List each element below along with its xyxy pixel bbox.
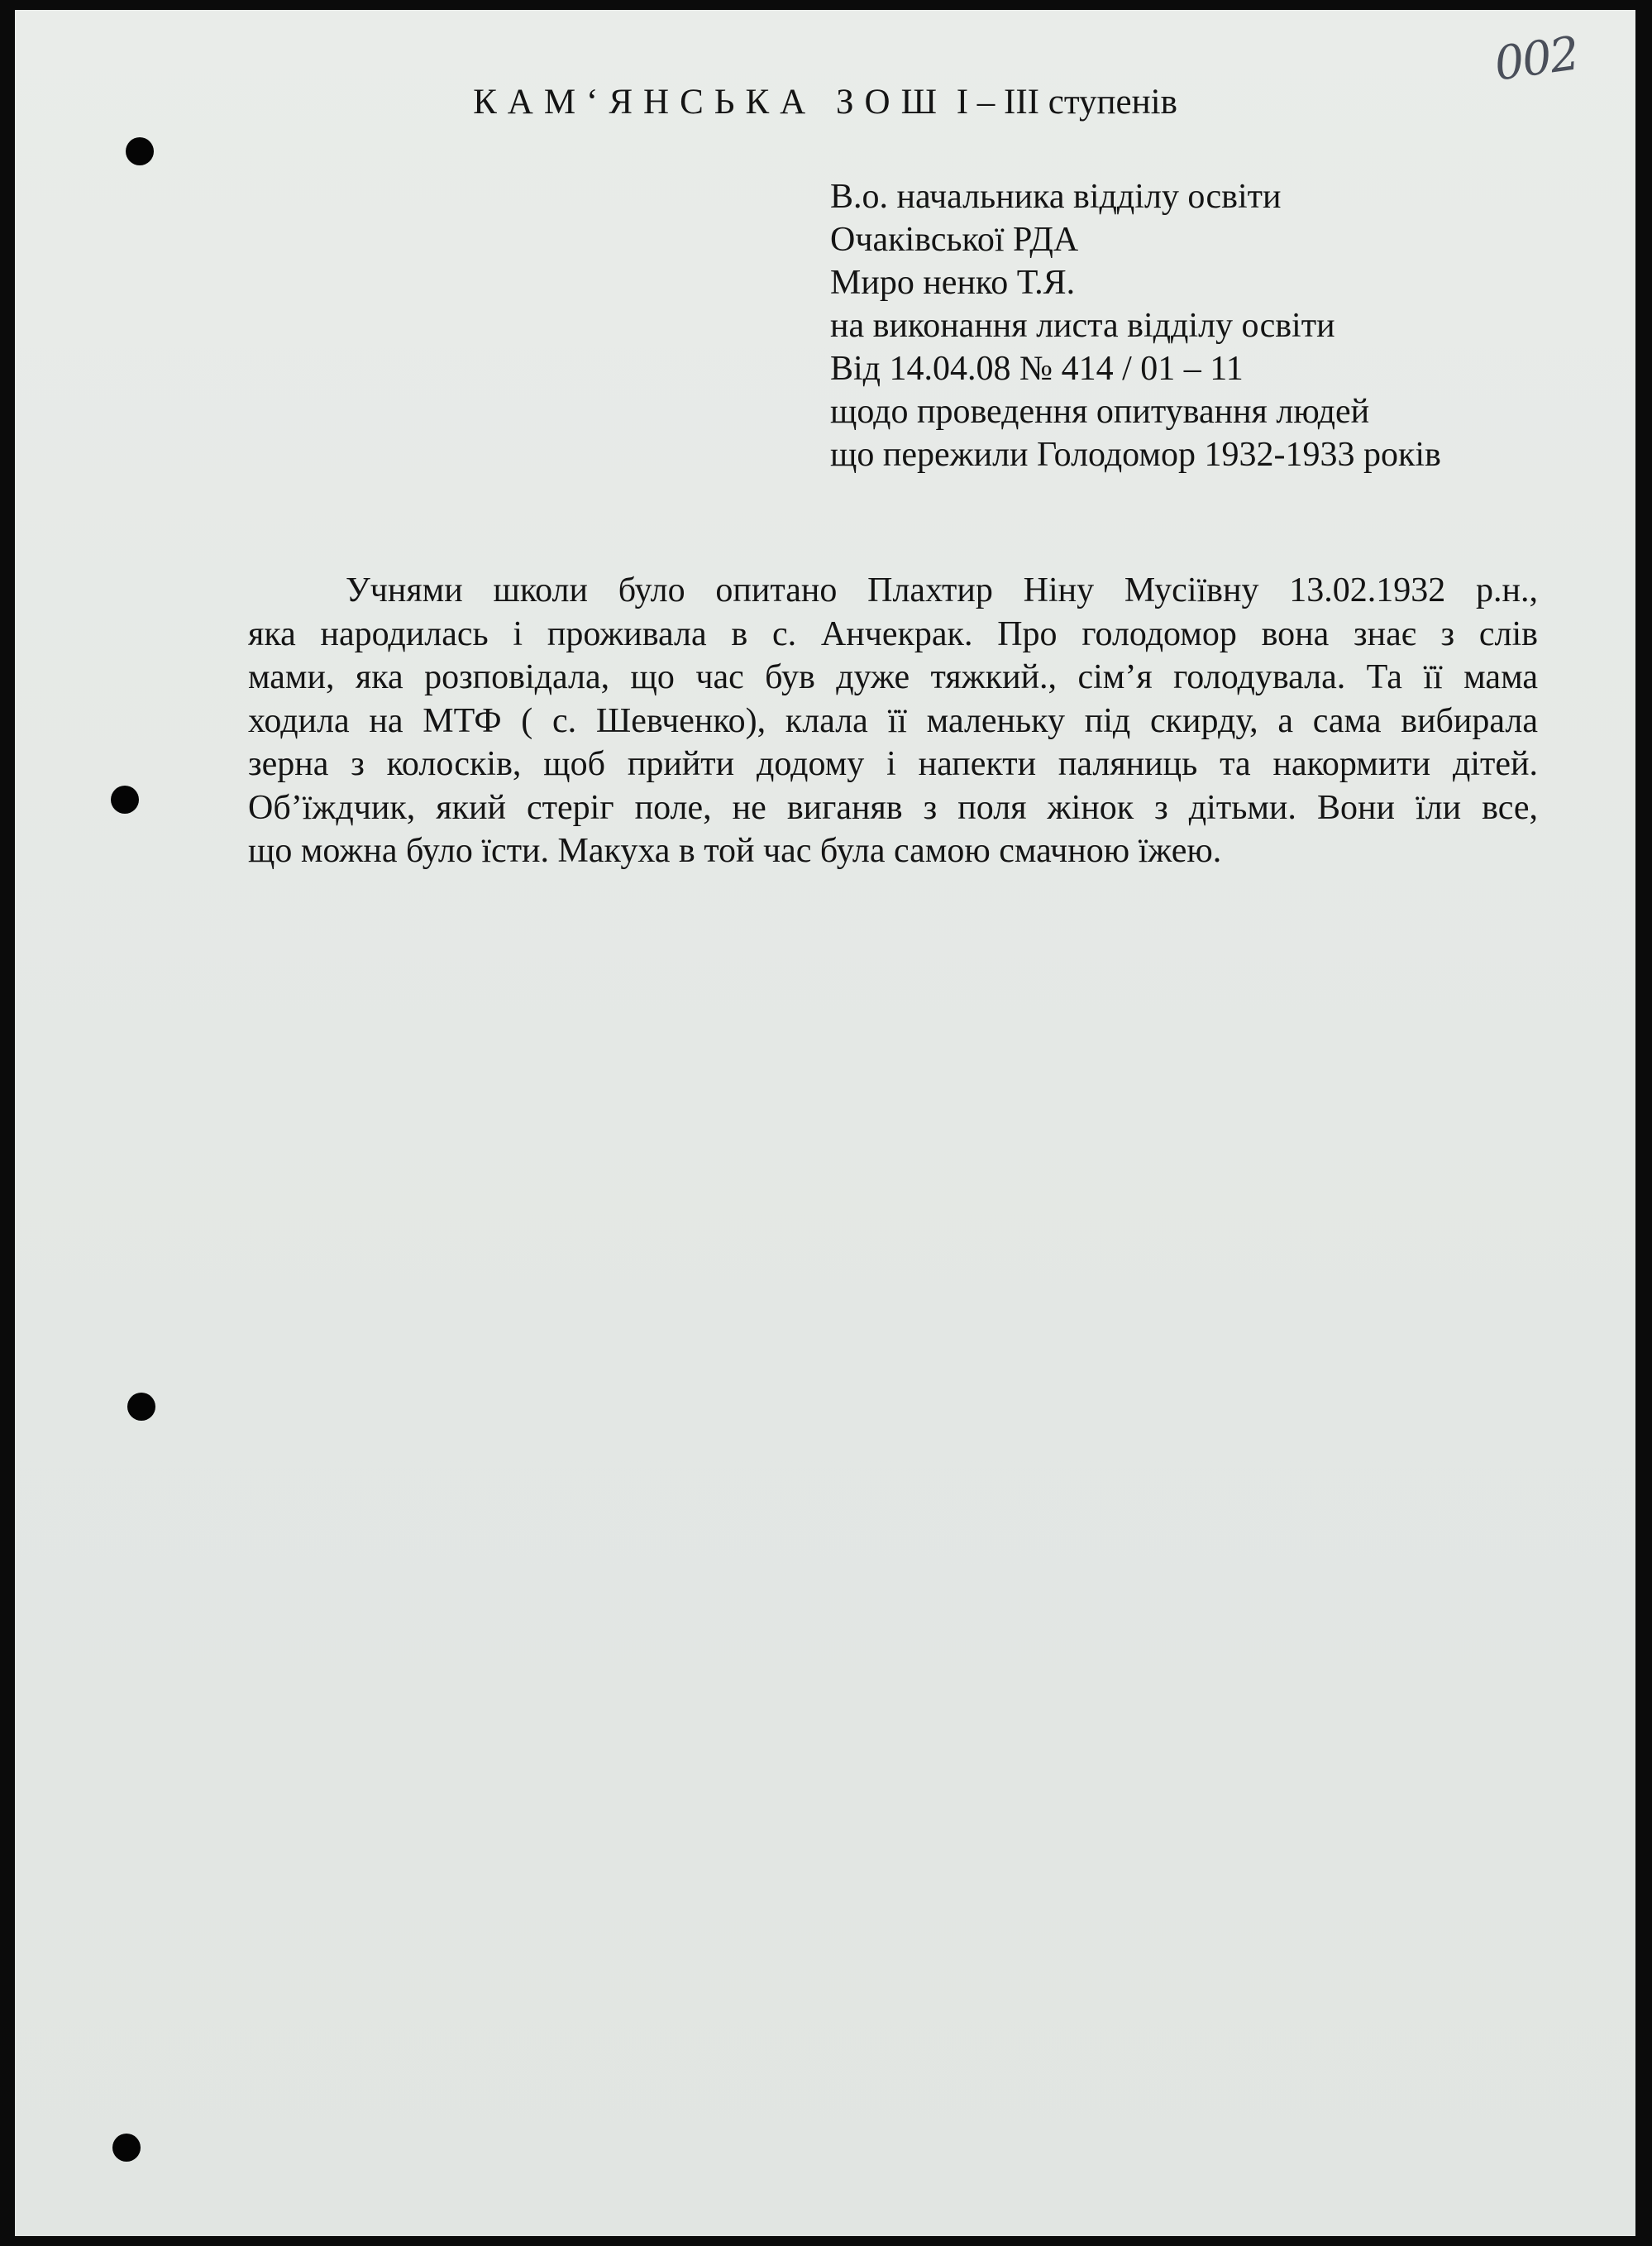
addressee-line: щодо проведення опитування людей [830, 393, 1370, 431]
paragraph-line: зерна з колосків, щоб прийти додому і напекти паляниць та накормити дітей. [248, 745, 1538, 783]
addressee-line: Очаківської РДА [830, 221, 1079, 259]
paragraph-line: ходила на МТФ ( с. Шевченко), клала її маленьку під скирду, а сама вибирала [248, 701, 1538, 740]
paper-sheet [15, 10, 1635, 2236]
school-name: КАМ‘ЯНСЬКА ЗОШ [473, 83, 948, 122]
paragraph-line: Об’їждчик, який стеріг поле, не виганяв з поля жінок з дітьми. Вони їли все, [248, 788, 1538, 827]
addressee-line: В.о. начальника відділу освіти [830, 178, 1282, 216]
paragraph-line: яка народилась і проживала в с. Анчекрак. Про голодомор вона знає з слів [248, 614, 1538, 653]
addressee-block [830, 175, 1441, 476]
paragraph-line: Учнями школи було опитано Плахтир Ніну Мусіївну 13.02.1932 р.н., [346, 571, 1538, 609]
testimony-paragraph [248, 569, 1538, 873]
punch-hole [127, 1393, 155, 1421]
punch-hole [112, 2134, 141, 2162]
addressee-line: Від 14.04.08 № 414 / 01 – 11 [830, 350, 1244, 388]
addressee-line: Миро ненко Т.Я. [830, 264, 1076, 302]
school-header [15, 81, 1635, 124]
paragraph-line: мами, яка розповідала, що час був дуже тяжкий., сім’я голодувала. Та її мама [248, 658, 1538, 696]
archive-page-number: 002 [1491, 26, 1582, 92]
punch-hole [126, 137, 154, 165]
addressee-line: що пережили Голодомор 1932-1933 років [830, 436, 1441, 474]
paragraph-line: що можна було їсти. Макуха в той час була самою смачною їжею. [248, 832, 1222, 870]
addressee-line: на виконання листа відділу освіти [830, 307, 1335, 345]
school-grades: І – ІІІ ступенів [956, 83, 1177, 122]
punch-hole [111, 786, 139, 814]
